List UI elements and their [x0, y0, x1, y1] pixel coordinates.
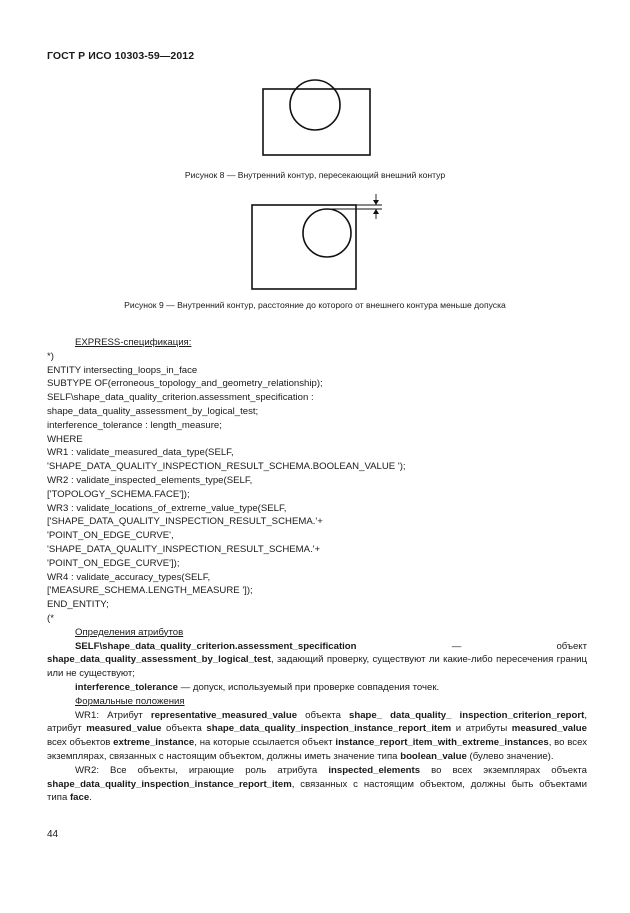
express-line: WR1 : validate_measured_data_type(SELF, [47, 447, 234, 459]
attr-object: shape_data_quality_assessment_by_logical_test [47, 654, 271, 666]
express-code [47, 350, 587, 626]
express-line: WR3 : validate_locations_of_extreme_value_type(SELF, [47, 502, 287, 514]
figure-9-diagram [250, 193, 385, 293]
formal-heading: Формальные положения [75, 695, 185, 707]
express-line: ['TOPOLOGY_SCHEMA.FACE']); [47, 488, 190, 500]
express-line: ENTITY intersecting_loops_in_face [47, 364, 198, 376]
express-line: interference_tolerance : length_measure; [47, 419, 222, 431]
express-line: (* [47, 612, 54, 624]
express-line: END_ENTITY; [47, 599, 109, 611]
inner-loop-circle [303, 209, 351, 257]
express-line: 'POINT_ON_EDGE_CURVE', [47, 530, 174, 542]
express-line: SUBTYPE OF(erroneous_topology_and_geometry_relationship); [47, 378, 323, 390]
figure-8-diagram [262, 88, 372, 158]
express-heading: EXPRESS-спецификация: [75, 337, 192, 348]
attr-term: interference_tolerance [75, 681, 178, 693]
express-line: 'SHAPE_DATA_QUALITY_INSPECTION_RESULT_SCHEMA.'+ [47, 543, 321, 555]
tolerance-arrow-head-up [373, 209, 379, 214]
outer-loop-rect [263, 89, 370, 155]
express-line: WHERE [47, 433, 83, 445]
page-header: ГОСТ Р ИСО 10303-59—2012 [47, 50, 195, 62]
body-text [47, 336, 587, 805]
figure-9-caption: Рисунок 9 — Внутренний контур, расстояние до которого от внешнего контура меньше допуска [124, 300, 506, 310]
rule-wr2: WR2: Все объекты, играющие роль атрибута inspected_elements во всех экземплярах объекта shape_data_quality_inspection_instance_report_item, связанных с настоящим объектом, должны быть объектами типа face. [47, 764, 588, 804]
attributes-heading: Определения атрибутов [75, 626, 184, 638]
express-line: 'POINT_ON_EDGE_CURVE']); [47, 557, 180, 569]
attribute-tolerance: interference_tolerance — допуск, используемый при проверке совпадения точек. [75, 681, 440, 693]
attr-term: SELF\shape_data_quality_criterion.assessment_specification [75, 640, 357, 652]
express-line: ['SHAPE_DATA_QUALITY_INSPECTION_RESULT_SCHEMA.'+ [47, 516, 323, 528]
express-line: SELF\shape_data_quality_criterion.assessment_specification : [47, 392, 314, 404]
express-line: *) [47, 350, 54, 362]
express-line: WR2 : validate_inspected_elements_type(SELF, [47, 474, 253, 486]
figure-8-caption: Рисунок 8 — Внутренний контур, пересекающий внешний контур [184, 170, 446, 180]
express-line: WR4 : validate_accuracy_types(SELF, [47, 571, 211, 583]
page-number: 44 [47, 829, 59, 840]
tolerance-arrow-head-down [373, 200, 379, 205]
inner-loop-circle [290, 80, 340, 130]
outer-loop-rect [252, 205, 356, 289]
express-line: 'SHAPE_DATA_QUALITY_INSPECTION_RESULT_SCHEMA.BOOLEAN_VALUE '); [47, 461, 406, 473]
express-line: ['MEASURE_SCHEMA.LENGTH_MEASURE ']); [47, 585, 253, 597]
rule-wr1: WR1: Атрибут representative_measured_value объекта shape_ data_quality_ inspection_criterion_report, атрибут measured_value объекта shape_data_quality_inspection_instance_report_item и атрибуты measured_value всех объектов extreme_instance, на которые ссылается объект instance_report_item_with_extreme_instances, во всех экземплярах, связанных с настоящим объектом, должны иметь значение типа boolean_value (булево значение). [47, 709, 587, 762]
express-line: shape_data_quality_assessment_by_logical_test; [47, 405, 259, 417]
attribute-assessment: SELF\shape_data_quality_criterion.assessment_specification — объект shape_data_quality_assessment_by_logical_test, задающий проверку, существуют ли какие-либо пересечения границ или не существуют; [47, 640, 587, 680]
